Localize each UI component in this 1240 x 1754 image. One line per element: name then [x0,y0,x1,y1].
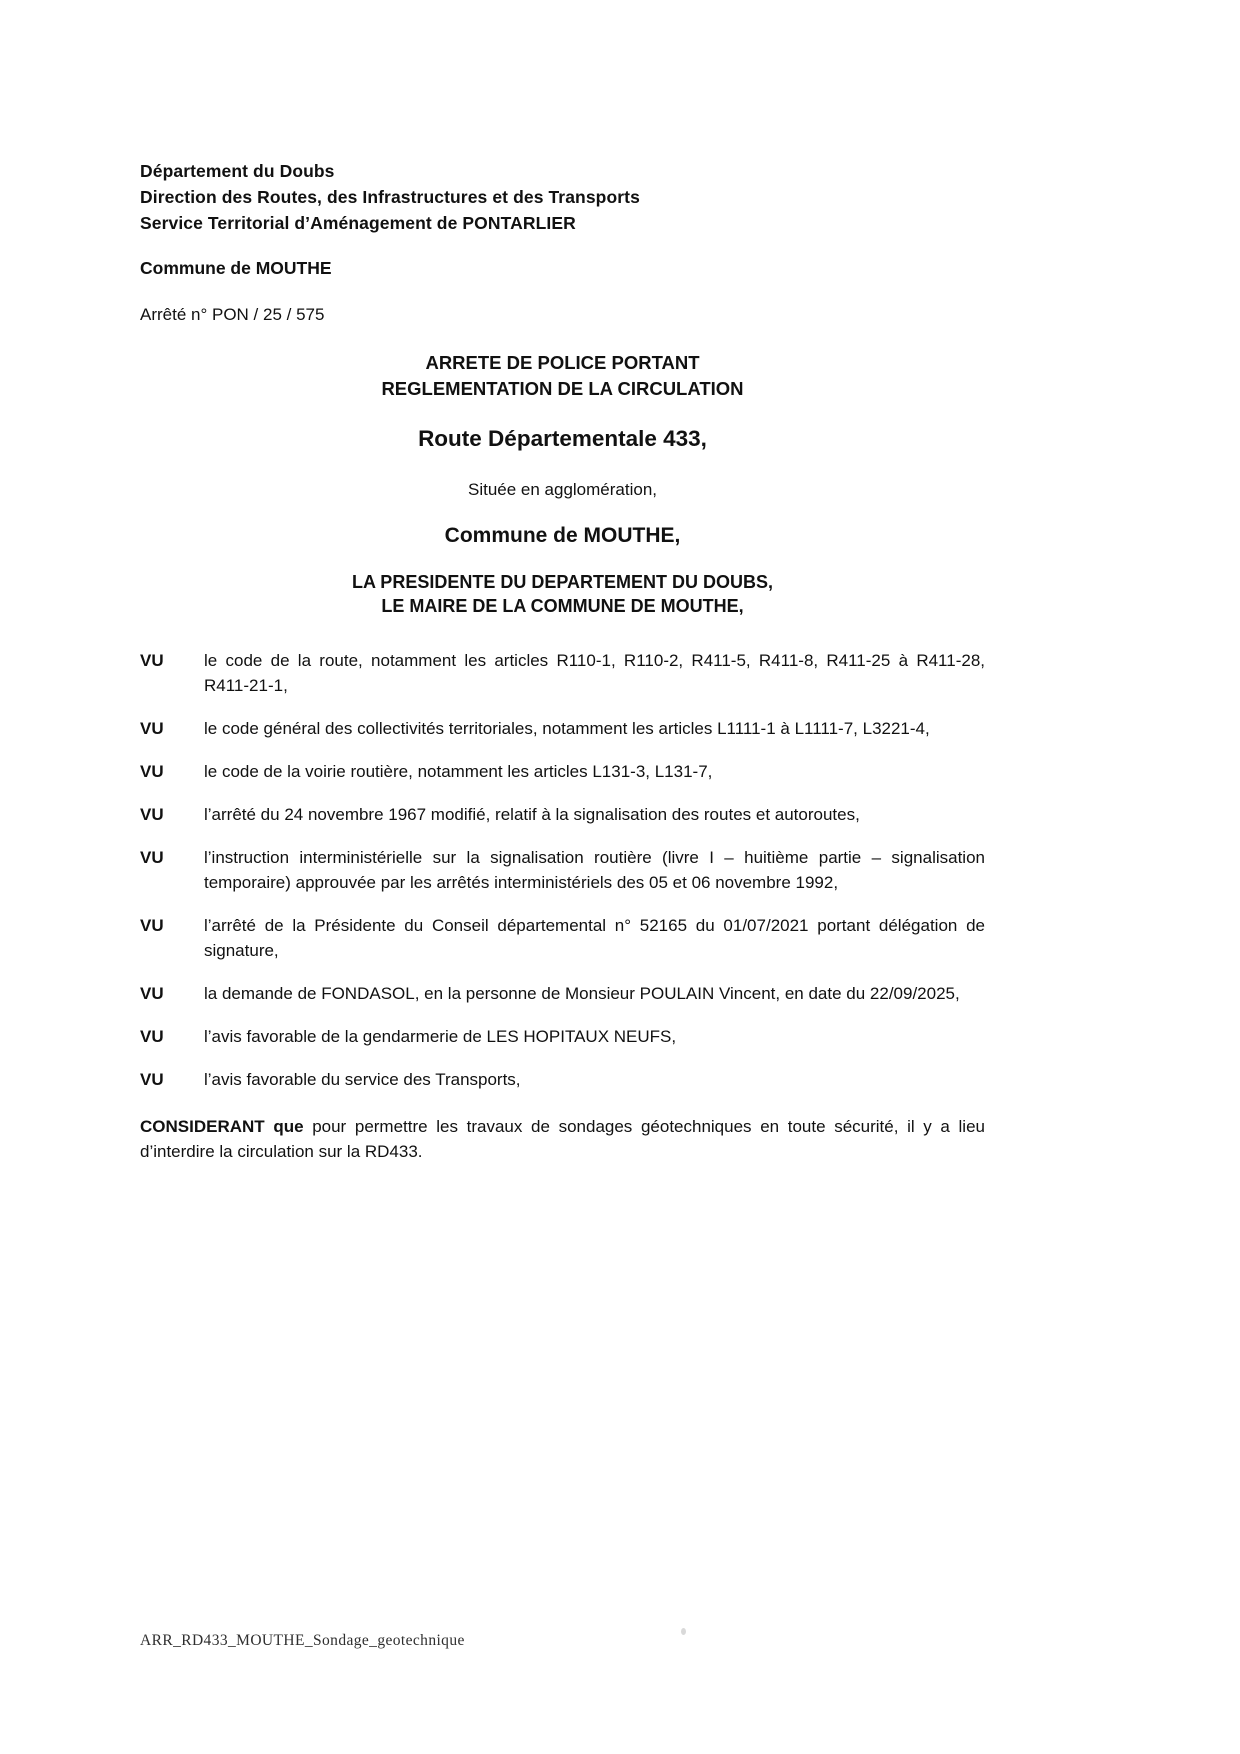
service-name: Service Territorial d’Aménagement de PONTARLIER [140,213,576,233]
letterhead [140,158,985,325]
authority-line-1: LA PRESIDENTE DU DEPARTEMENT DU DOUBS, [351,572,774,592]
vu-label: VU [140,984,164,1003]
title-block [140,350,985,618]
vu-label: VU [140,651,164,670]
vu-label: VU [140,1027,164,1046]
vu-text: la demande de FONDASOL, en la personne de Monsieur POULAIN Vincent, en date du 22/09/2025, [204,984,960,1003]
vu-text: l’instruction interministérielle sur la signalisation routière (livre I – huitième partie – signalisation temporaire) approuvée par les arrêtés interministériels des 05 et 06 novembre 1992, [204,848,985,892]
vu-label: VU [140,1070,164,1089]
vu-list [140,648,985,1092]
vu-item [140,716,985,741]
vu-item [140,802,985,827]
vu-item [140,1024,985,1049]
considerant-paragraph [140,1114,985,1164]
vu-text: le code de la voirie routière, notamment les articles L131-3, L131-7, [204,762,713,781]
vu-item [140,981,985,1006]
considerant-text: pour permettre les travaux de sondages géotechniques en toute sécurité, il y a lieu d’interdire la circulation sur la RD433. [140,1117,985,1161]
vu-item [140,648,985,698]
vu-text: le code général des collectivités territoriales, notamment les articles L1111-1 à L1111-7, L3221-4, [204,719,930,738]
vu-text: l’avis favorable de la gendarmerie de LES HOPITAUX NEUFS, [204,1027,677,1046]
commune-header: Commune de MOUTHE [140,258,332,278]
vu-text: l’arrêté de la Présidente du Conseil départemental n° 52165 du 01/07/2021 portant délégation de signature, [204,916,985,960]
title-line-1: ARRETE DE POLICE PORTANT [425,352,700,373]
department-name: Département du Doubs [140,161,335,181]
vu-item [140,913,985,963]
vu-label: VU [140,805,164,824]
arrete-number: Arrêté n° PON / 25 / 575 [140,305,325,324]
title-line-2: REGLEMENTATION DE LA CIRCULATION [381,378,744,399]
vu-label: VU [140,762,164,781]
vu-item [140,759,985,784]
vu-item [140,1067,985,1092]
vu-text: l’arrêté du 24 novembre 1967 modifié, relatif à la signalisation des routes et autoroutes, [204,805,860,824]
authority-line-2: LE MAIRE DE LA COMMUNE DE MOUTHE, [381,596,744,616]
document-content [140,158,985,1164]
considerant-label: CONSIDERANT que [140,1117,304,1136]
vu-text: l’avis favorable du service des Transports, [204,1070,521,1089]
road-title: Route Départementale 433, [418,426,707,451]
commune-title: Commune de MOUTHE, [444,524,681,547]
vu-label: VU [140,848,164,867]
scan-artifact [681,1628,686,1635]
footer-filename: ARR_RD433_MOUTHE_Sondage_geotechnique [140,1632,465,1649]
vu-label: VU [140,916,164,935]
document-title [140,350,985,402]
direction-name: Direction des Routes, des Infrastructures et des Transports [140,187,640,207]
vu-text: le code de la route, notamment les articles R110-1, R110-2, R411-5, R411-8, R411-25 à R411-28, R411-21-1, [204,651,985,695]
authority-block [140,570,985,618]
vu-label: VU [140,719,164,738]
vu-item [140,845,985,895]
location-subtitle: Située en agglomération, [467,480,658,499]
